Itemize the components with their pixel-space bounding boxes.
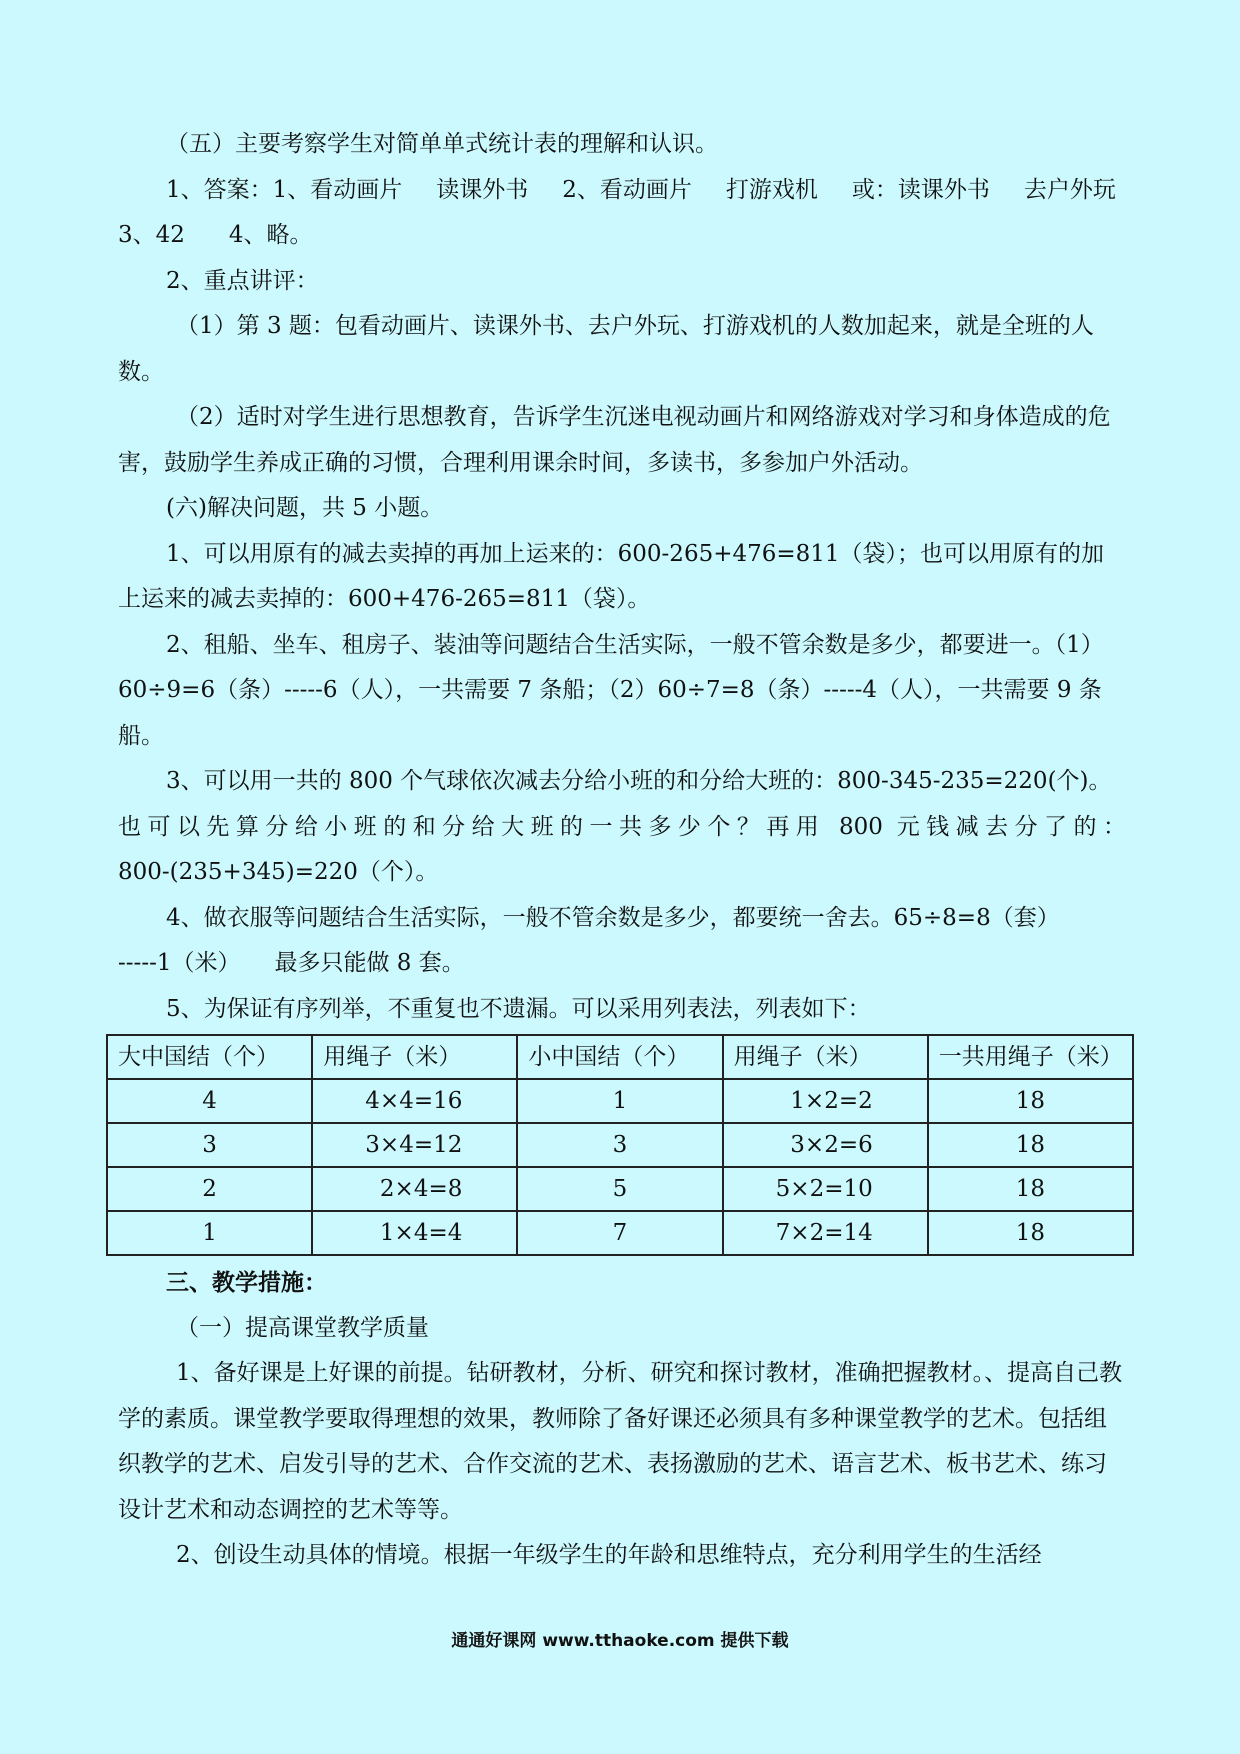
section3-sub1: （一）提高课堂教学质量	[176, 1314, 429, 1341]
section5-answers-cont: 3、42 4、略。	[118, 222, 313, 248]
table-header-row	[107, 1035, 1133, 1079]
table-header-cell: 小中国结（个）	[517, 1035, 722, 1079]
table-cell: 4	[107, 1079, 312, 1123]
section5-answers: 1、答案：1、看动画片 读课外书 2、看动画片 打游戏机 或：读课外书 去户外玩	[166, 176, 1116, 203]
section6-q5: 5、为保证有序列举，不重复也不遗漏。可以采用列表法，列表如下：	[166, 995, 871, 1022]
section3-p2: 2、创设生动具体的情境。根据一年级学生的年龄和思维特点，充分利用学生的生活经	[176, 1542, 1042, 1568]
section3-heading: 三、教学措施：	[166, 1269, 327, 1296]
table-cell: 5×2=10	[723, 1167, 928, 1211]
table-cell: 5	[517, 1167, 722, 1211]
table-cell: 18	[928, 1211, 1133, 1255]
table-cell: 3×2=6	[723, 1123, 928, 1167]
section6-q3-line2: 也可以先算分给小班的和分给大班的一共多少个？再用 800 元钱减去分了的：	[118, 813, 1126, 840]
section6-q4-line1: 4、做衣服等问题结合生活实际，一般不管余数是多少，都要统一舍去。65÷8=8（套）	[166, 904, 1060, 931]
table-cell: 18	[928, 1167, 1133, 1211]
section6-title: (六)解决问题，共 5 小题。	[166, 495, 444, 521]
table-row	[107, 1079, 1133, 1123]
document-body	[118, 122, 1126, 1579]
section5-review-2: （2）适时对学生进行思想教育，告诉学生沉迷电视动画片和网络游戏对学习和身体造成的危害，鼓励学生养成正确的习惯，合理利用课余时间，多读书，多参加户外活动。	[118, 404, 1111, 476]
section5-title: （五）主要考察学生对简单单式统计表的理解和认识。	[166, 131, 718, 157]
section5-review-1: （1）第 3 题：包看动画片、读课外书、去户外玩、打游戏机的人数加起来，就是全班的人数。	[118, 313, 1094, 385]
section6-q4-line2: -----1（米） 最多只能做 8 套。	[118, 950, 465, 976]
knot-rope-table	[106, 1034, 1134, 1256]
table-header-cell: 一共用绳子（米）	[928, 1035, 1133, 1079]
table-cell: 7	[517, 1211, 722, 1255]
section6-q2: 2、租船、坐车、租房子、装油等问题结合生活实际，一般不管余数是多少，都要进一。（1）60÷9=6（条）-----6（人），一共需要 7 条船；（2）60÷7=8（条）-----4（人），一共需要 9 条船。	[118, 631, 1104, 749]
table-cell: 1×2=2	[723, 1079, 928, 1123]
table-cell: 2×4=8	[312, 1167, 517, 1211]
table-cell: 4×4=16	[312, 1079, 517, 1123]
section6-q3-line1: 3、可以用一共的 800 个气球依次减去分给小班的和分给大班的：800-345-235=220(个)。	[166, 768, 1112, 794]
table-cell: 1	[517, 1079, 722, 1123]
table-cell: 3×4=12	[312, 1123, 517, 1167]
table-row	[107, 1123, 1133, 1167]
table-header-cell: 大中国结（个）	[107, 1035, 312, 1079]
section6-q1: 1、可以用原有的减去卖掉的再加上运来的：600-265+476=811（袋）；也可以用原有的加上运来的减去卖掉的：600+476-265=811（袋）。	[118, 540, 1105, 612]
table-row	[107, 1167, 1133, 1211]
table-cell: 3	[517, 1123, 722, 1167]
page-footer: 通通好课网 www.tthaoke.com 提供下载	[451, 1631, 789, 1651]
table-cell: 18	[928, 1123, 1133, 1167]
table-cell: 1×4=4	[312, 1211, 517, 1255]
table-cell: 3	[107, 1123, 312, 1167]
table-header-cell: 用绳子（米）	[312, 1035, 517, 1079]
table-cell: 2	[107, 1167, 312, 1211]
table-cell: 7×2=14	[723, 1211, 928, 1255]
table-cell: 18	[928, 1079, 1133, 1123]
section5-review-label: 2、重点讲评：	[166, 267, 319, 294]
table-header-cell: 用绳子（米）	[723, 1035, 928, 1079]
section3-p1: 1、备好课是上好课的前提。钻研教材，分析、研究和探讨教材，准确把握教材。、提高自己教学的素质。课堂教学要取得理想的效果，教师除了备好课还必须具有多种课堂教学的艺术。包括组织教学的艺术、启发引导的艺术、合作交流的艺术、表扬激励的艺术、语言艺术、板书艺术、练习设计艺术和动态调控的艺术等等。	[118, 1360, 1123, 1523]
table-row	[107, 1211, 1133, 1255]
table-cell: 1	[107, 1211, 312, 1255]
section6-q3-line3: 800-(235+345)=220（个）。	[118, 859, 439, 885]
